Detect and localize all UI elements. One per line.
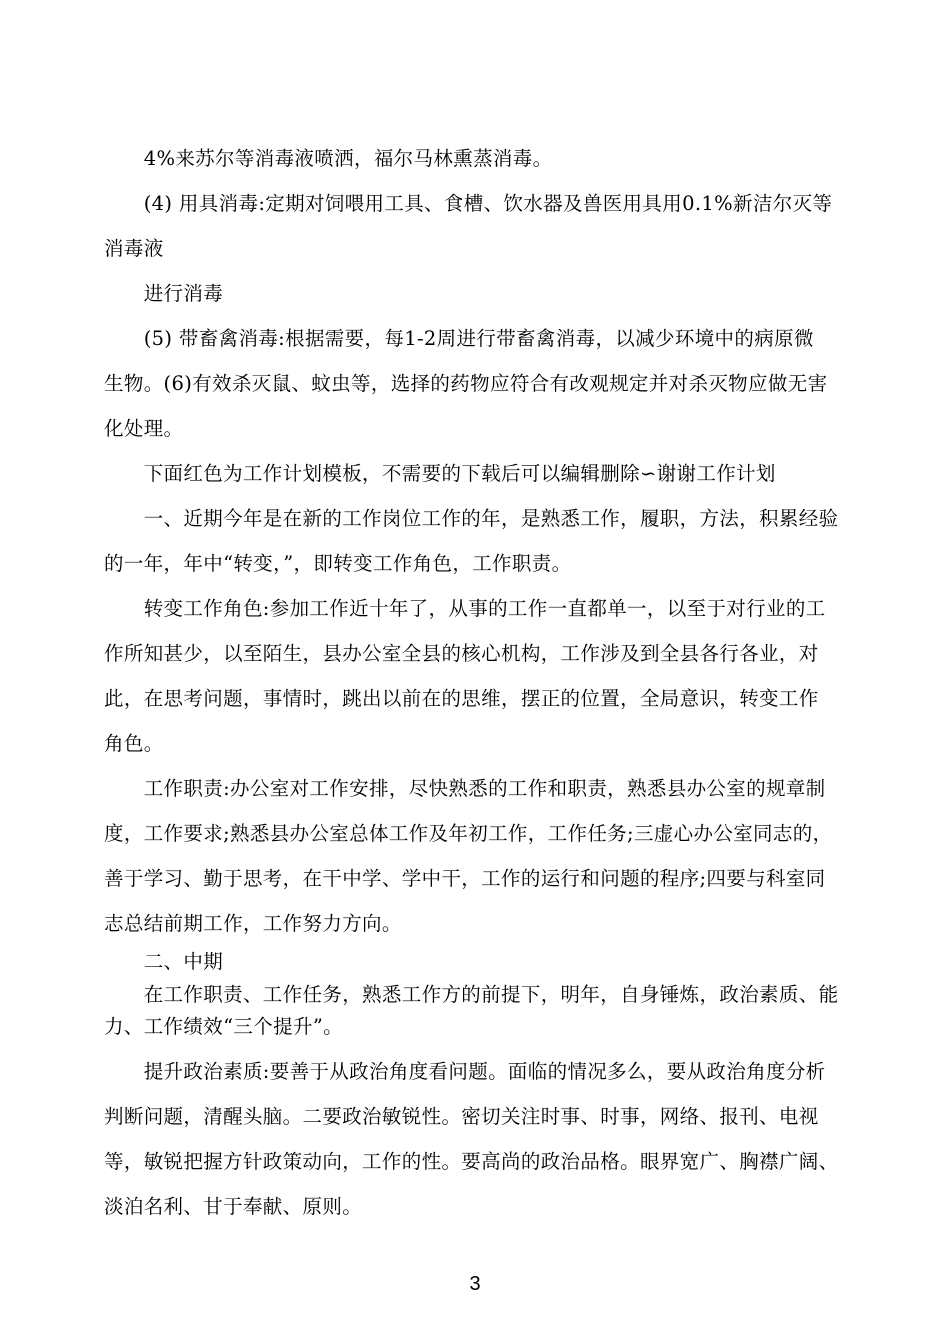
text-line: 化处理。: [104, 417, 184, 440]
text-line: 提升政治素质:要善于从政治角度看问题。面临的情况多么，要从政治角度分析: [104, 1060, 826, 1083]
text-line: 志总结前期工作，工作努力方向。: [104, 912, 402, 935]
text-line: 善于学习、勤于思考，在干中学、学中干，工作的运行和问题的程序;四要与科室同: [104, 867, 826, 890]
text-line: 度，工作要求;熟悉县办公室总体工作及年初工作，工作任务;三虚心办公室同志的，: [104, 822, 833, 845]
text-line: 消毒液: [104, 237, 164, 260]
text-line: 工作职责:办公室对工作安排，尽快熟悉的工作和职责，熟悉县办公室的规章制: [104, 777, 826, 800]
text-line: 下面红色为工作计划模板，不需要的下载后可以编辑删除∽谢谢工作计划: [104, 462, 776, 485]
text-line: 作所知甚少，以至陌生，县办公室全县的核心机构，工作涉及到全县各行各业，对: [104, 642, 819, 665]
text-line: 判断问题，清醒头脑。二要政治敏锐性。密切关注时事、时事，网络、报刊、电视: [104, 1105, 819, 1128]
text-line: (5) 带畜禽消毒:根据需要，每1-2周进行带畜禽消毒，以减少环境中的病原微: [104, 327, 814, 350]
text-line: 力、工作绩效“三个提升”。: [104, 1015, 343, 1038]
text-line: 一、近期今年是在新的工作岗位工作的年，是熟悉工作，履职，方法，积累经验: [104, 507, 839, 530]
text-line: 此，在思考问题，事情时，跳出以前在的思维，摆正的位置，全局意识，转变工作: [104, 687, 819, 710]
text-line: 生物。(6)有效杀灭鼠、蚊虫等，选择的药物应符合有改观规定并对杀灭物应做无害: [104, 372, 828, 395]
text-line: (4) 用具消毒:定期对饲喂用工具、食槽、饮水器及兽医用具用0.1%新洁尔灭等: [104, 192, 833, 215]
text-line: 角色。: [104, 732, 164, 755]
text-line: 淡泊名利、甘于奉献、原则。: [104, 1195, 363, 1218]
text-line: 等，敏锐把握方针政策动向，工作的性。要高尚的政治品格。眼界宽广、胸襟广阔、: [104, 1150, 839, 1173]
text-line: 进行消毒: [104, 282, 224, 305]
text-line: 的一年，年中“转变，”，即转变工作角色，工作职责。: [104, 552, 572, 575]
text-line: 4%来苏尔等消毒液喷洒，福尔马林熏蒸消毒。: [104, 147, 553, 170]
text-line: 在工作职责、工作任务，熟悉工作方的前提下，明年，自身锤炼，政治素质、能: [104, 983, 839, 1006]
text-line: 二、中期: [104, 950, 224, 973]
text-line: 转变工作角色:参加工作近十年了，从事的工作一直都单一，以至于对行业的工: [104, 597, 826, 620]
page-number: 3: [469, 1273, 481, 1295]
